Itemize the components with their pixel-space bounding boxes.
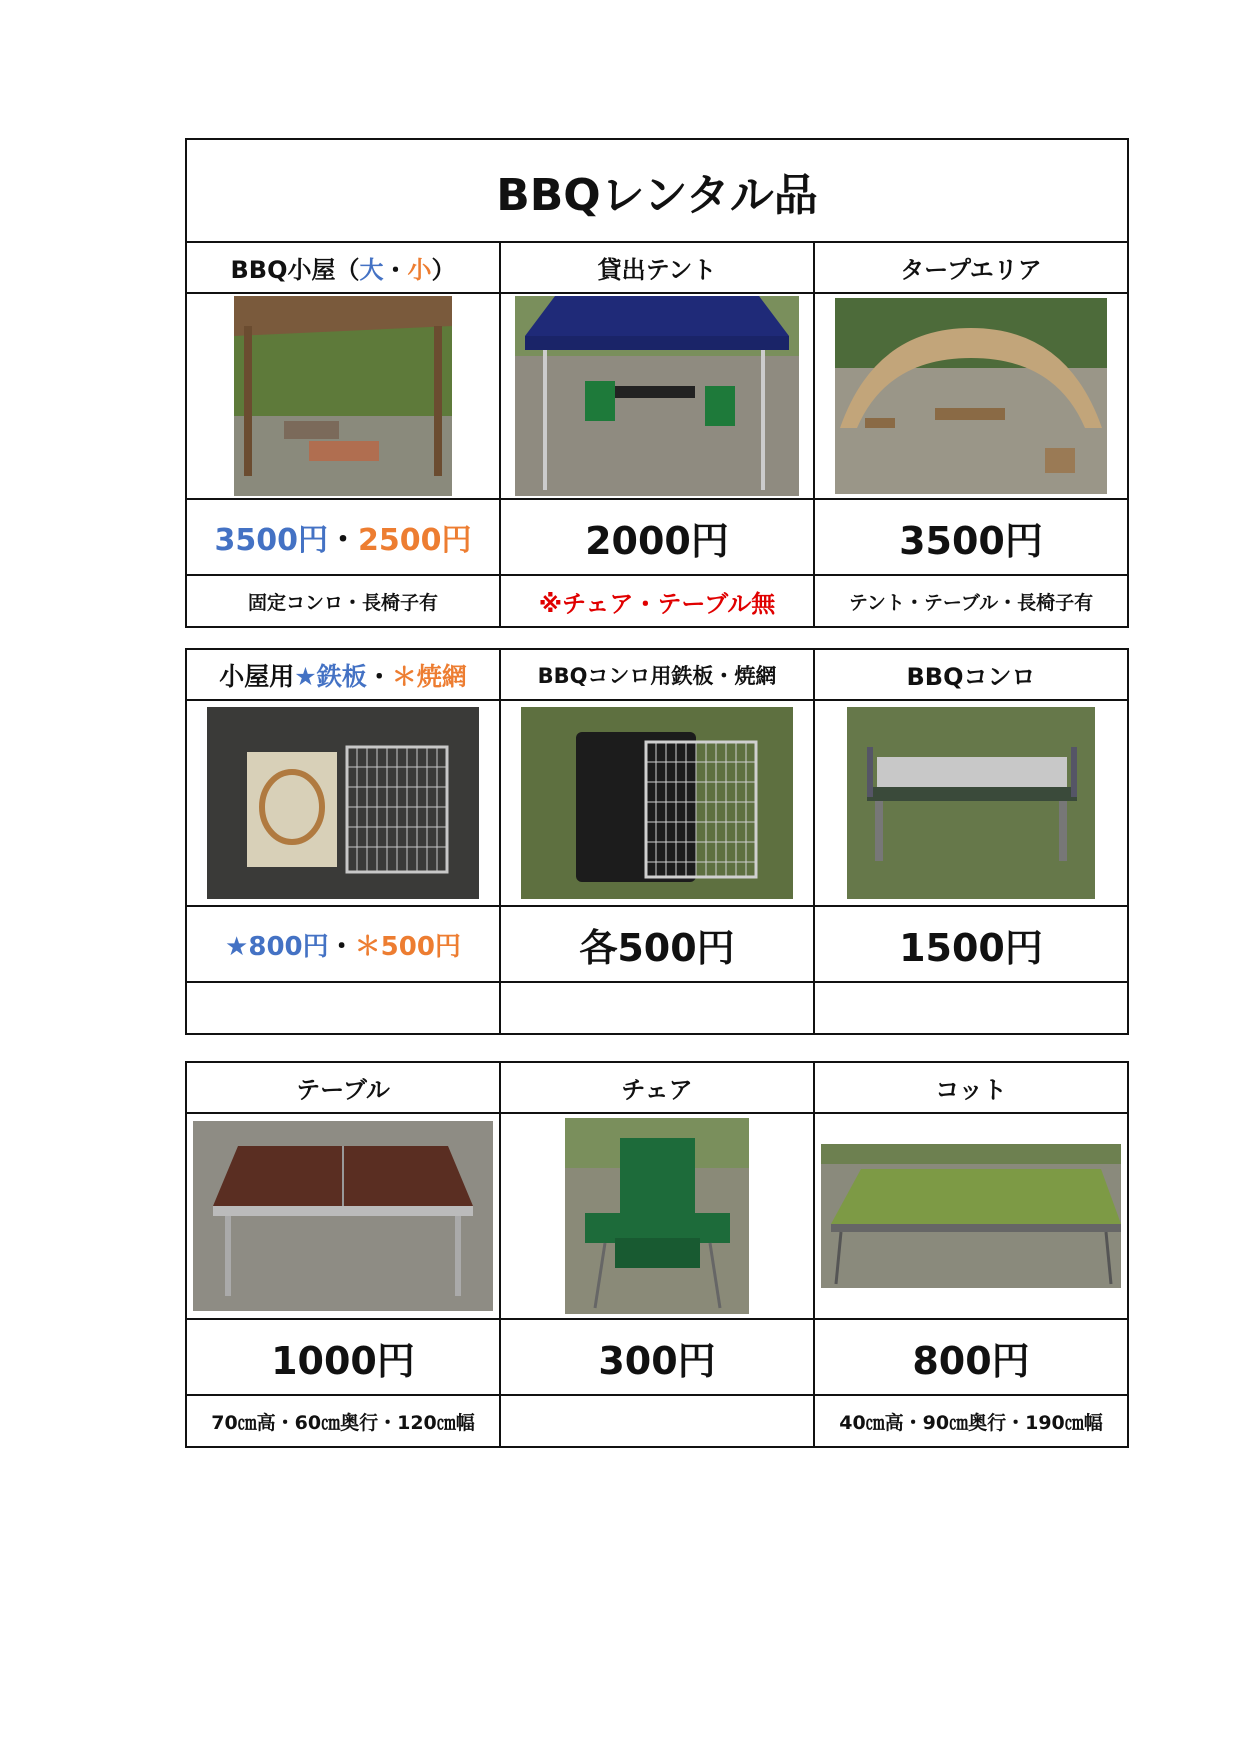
note-chair — [500, 1395, 814, 1447]
note-cot: 40㎝高・90㎝奥行・190㎝幅 — [814, 1395, 1128, 1447]
rental-table-2 — [185, 648, 1129, 1035]
note-rental-tent: ※チェア・テーブル無 — [500, 575, 814, 627]
price-chair: 300円 — [500, 1319, 814, 1395]
rental-table-3 — [185, 1061, 1129, 1448]
header-tarp-area: タープエリア — [814, 242, 1128, 293]
photo-tarp-area — [814, 293, 1128, 499]
rental-table-1 — [185, 138, 1129, 628]
note-bbq-grill — [814, 982, 1128, 1034]
price-table: 1000円 — [186, 1319, 500, 1395]
header-bbq-hut: BBQ小屋（大・小） — [186, 242, 500, 293]
photo-cot — [814, 1113, 1128, 1319]
note-hut-plate-net — [186, 982, 500, 1034]
photo-rental-tent — [500, 293, 814, 499]
header-rental-tent: 貸出テント — [500, 242, 814, 293]
header-chair: チェア — [500, 1062, 814, 1113]
header-grill-plate-net: BBQコンロ用鉄板・焼網 — [500, 649, 814, 700]
price-cot: 800円 — [814, 1319, 1128, 1395]
photo-bbq-hut — [186, 293, 500, 499]
header-bbq-grill: BBQコンロ — [814, 649, 1128, 700]
photo-grill-plate-net — [500, 700, 814, 906]
note-table: 70㎝高・60㎝奥行・120㎝幅 — [186, 1395, 500, 1447]
header-cot: コット — [814, 1062, 1128, 1113]
header-table: テーブル — [186, 1062, 500, 1113]
photo-bbq-grill — [814, 700, 1128, 906]
note-grill-plate-net — [500, 982, 814, 1034]
photo-chair — [500, 1113, 814, 1319]
price-tarp-area: 3500円 — [814, 499, 1128, 575]
price-grill-plate-net: 各500円 — [500, 906, 814, 982]
price-hut-plate-net: ★800円・＊500円 — [186, 906, 500, 982]
price-bbq-grill: 1500円 — [814, 906, 1128, 982]
price-rental-tent: 2000円 — [500, 499, 814, 575]
photo-table — [186, 1113, 500, 1319]
page-title: BBQレンタル品 — [186, 139, 1128, 242]
photo-hut-plate-net — [186, 700, 500, 906]
note-tarp-area: テント・テーブル・長椅子有 — [814, 575, 1128, 627]
header-hut-plate-net: 小屋用★鉄板・＊焼網 — [186, 649, 500, 700]
price-bbq-hut: 3500円・2500円 — [186, 499, 500, 575]
note-bbq-hut: 固定コンロ・長椅子有 — [186, 575, 500, 627]
